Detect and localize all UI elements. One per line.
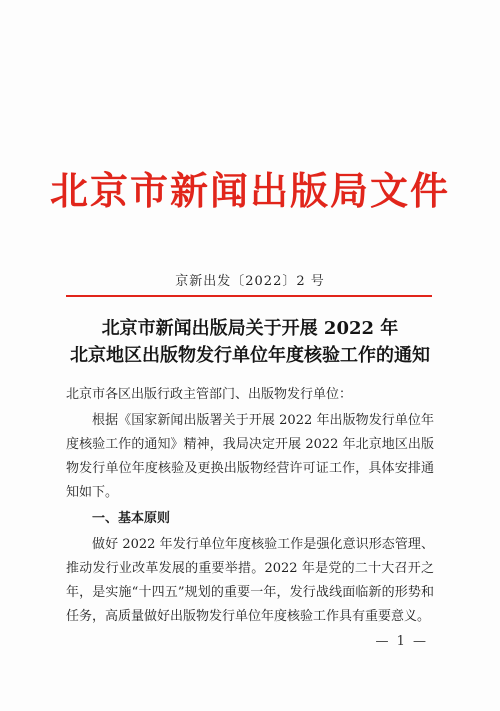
red-divider-line — [66, 295, 432, 297]
page-number: — 1 — — [375, 634, 428, 649]
document-body — [66, 383, 434, 629]
document-title-line-1: 北京市新闻出版局关于开展 2022 年 — [101, 318, 399, 339]
masthead-title: 北京市新闻出版局文件 — [49, 168, 450, 213]
body-paragraph-2: 做好 2022 年发行单位年度核验工作是强化意识形态管理、推动发行业改革发展的重要举措。2022 年是党的二十大召开之年，是实施“十四五”规划的重要一年，发行战线面临新的形势和任务，高质量做好出版物发行单位年度核验工作具有重要意义。 — [66, 537, 434, 624]
document-number: 京新出发〔2022〕2 号 — [175, 274, 325, 289]
document-title-line-2: 北京地区出版物发行单位年度核验工作的通知 — [70, 345, 430, 366]
body-paragraph-1: 根据《国家新闻出版署关于开展 2022 年出版物发行单位年度核验工作的通知》精神，我局决定开展 2022 年北京地区出版物发行单位年度核验及更换出版物经营许可证工作，具体安排通知如下。 — [66, 413, 434, 500]
section-heading-1: 一、基本原则 — [92, 511, 171, 526]
addressee-line: 北京市各区出版行政主管部门、出版物发行单位： — [66, 387, 353, 402]
document-title — [0, 315, 500, 369]
